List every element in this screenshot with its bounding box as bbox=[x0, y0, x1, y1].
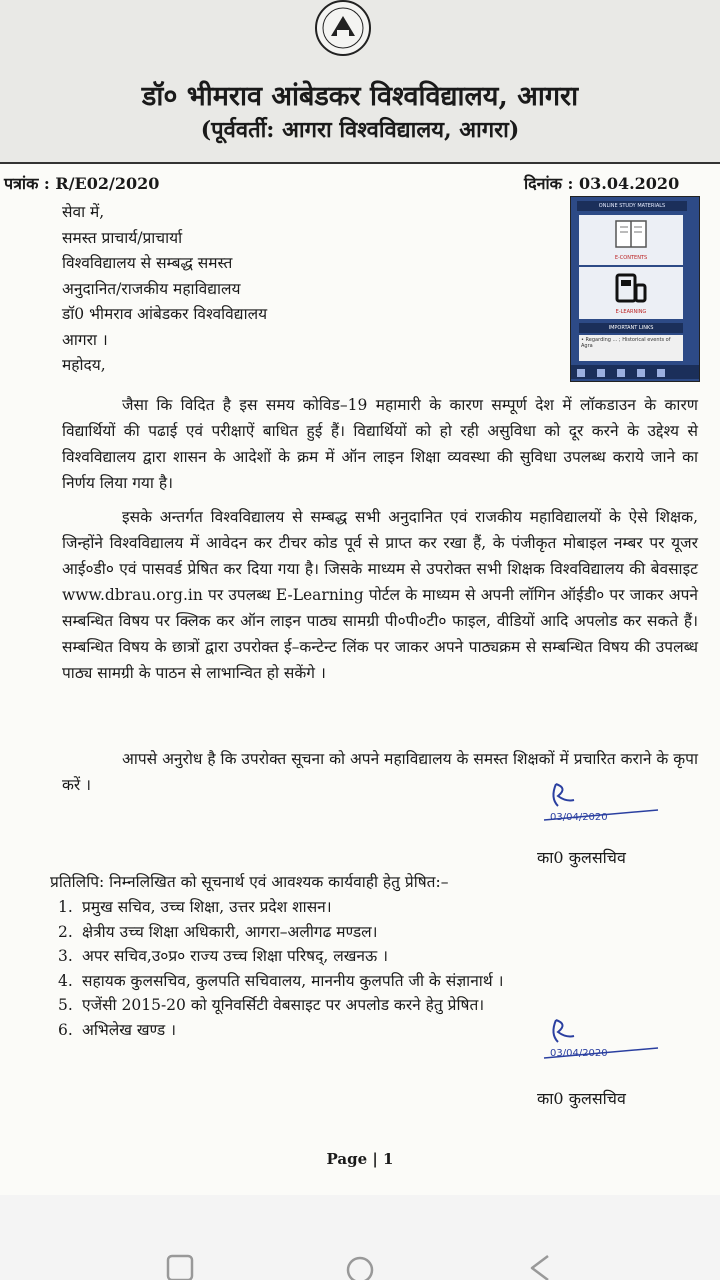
university-seal-logo bbox=[309, 0, 377, 60]
list-item-text: सहायक कुलसचिव, कुलपति सचिवालय, माननीय कुलपति जी के संज्ञानार्थ । bbox=[82, 971, 504, 990]
address-line: आगरा । bbox=[62, 330, 108, 349]
e-learning-card bbox=[579, 267, 683, 319]
e-learning-label: E-LEARNING bbox=[615, 309, 647, 315]
list-item-text: एजेंसी 2015-20 को यूनिवर्सिटी वेबसाइट पर अपलोड करने हेतु प्रेषित। bbox=[82, 996, 485, 1014]
recent-apps-button[interactable] bbox=[162, 1252, 198, 1280]
nav-square-icon bbox=[597, 369, 605, 377]
list-item-text: क्षेत्रीय उच्च शिक्षा अधिकारी, आगरा–अलीगढ मण्डल। bbox=[82, 922, 378, 941]
list-item-number: 5. bbox=[58, 996, 73, 1014]
signature-1 bbox=[540, 780, 670, 840]
important-links-bar: IMPORTANT LINKS bbox=[579, 323, 683, 333]
important-links-text: • Regarding ... ; Historical events of Agra bbox=[579, 335, 683, 361]
book-icon bbox=[579, 215, 683, 255]
e-learning-portal-thumbnail bbox=[570, 196, 700, 382]
address-line: सेवा में, bbox=[62, 203, 105, 221]
list-item-text: अपर सचिव,उ०प्र० राज्य उच्च शिक्षा परिषद्, लखनऊ । bbox=[82, 947, 388, 965]
nav-square-icon bbox=[577, 369, 585, 377]
list-item bbox=[58, 920, 504, 945]
registrar-title-2: का0 कुलसचिव bbox=[537, 1089, 626, 1108]
nav-square-icon bbox=[637, 369, 645, 377]
body-paragraph-1 bbox=[62, 392, 698, 496]
page-number: Page | 1 bbox=[326, 1150, 394, 1168]
home-button[interactable] bbox=[342, 1252, 378, 1280]
nav-square-icon bbox=[657, 369, 665, 377]
thumbnail-top-bar: ONLINE STUDY MATERIALS bbox=[577, 201, 687, 211]
university-former-name: (पूर्ववर्ती: आगरा विश्वविद्यालय, आगरा) bbox=[200, 117, 520, 143]
body-paragraph-2-text: इसके अन्तर्गत विश्वविद्यालय से सम्बद्ध सभी अनुदानित एवं राजकीय महाविद्यालयों के ऐसे शिक्षक, जिन्होंने विश्वविद्यालय में आवेदन कर टीचर कोड पूर्व से प्राप्त कर रखा हैं, के पंजीकृत मोबाइल नम्बर पर यूजर आई०डी० एवं पासवर्ड प्रेषित कर दिया गया है। जिसके माध्यम से उपरोक्त सभी शिक्षक विश्वविद्यालय की बेवसाइट www.dbrau.org.in पर उपलब्ध E-Learning पोर्टल के माध्यम से अपनी लॉगिन ऑईडी० पर जाकर अपने सम्बन्धित विषय पर क्लिक कर ऑन लाइन पाठ्य सामग्री पी०पी०टी० फाइल, वीडियों आदि अपलोड कर सकते हैं। सम्बन्धित विषय के छात्रों द्वारा उपरोक्त ई–कन्टेन्ट लिंक पर जाकर अपने पाठ्यक्रम से सम्बन्धित विषय की उपलब्ध पाठ्य सामग्री के पाठन से लाभान्वित हो सकेंगे । bbox=[62, 508, 698, 682]
nav-square-icon bbox=[617, 369, 625, 377]
list-item-number: 1. bbox=[58, 898, 73, 916]
address-block bbox=[62, 200, 267, 379]
list-item-text: अभिलेख खण्ड । bbox=[82, 1020, 177, 1039]
copy-to-intro: प्रतिलिपि: निम्नलिखित को सूचनार्थ एवं आवश्यक कार्यवाही हेतु प्रेषित:– bbox=[50, 873, 449, 891]
list-item-number: 6. bbox=[58, 1020, 73, 1039]
list-item bbox=[58, 969, 504, 994]
list-item-number: 4. bbox=[58, 971, 73, 990]
android-navigation-bar bbox=[0, 1222, 720, 1280]
list-item bbox=[58, 1018, 504, 1043]
list-item bbox=[58, 944, 504, 969]
back-button[interactable] bbox=[522, 1252, 558, 1280]
signature-2 bbox=[540, 1016, 670, 1076]
reference-number: पत्रांक : R/E02/2020 bbox=[4, 174, 160, 193]
address-line: अनुदानित/राजकीय महाविद्यालय bbox=[62, 279, 241, 298]
address-line: विश्वविद्यालय से सम्बद्ध समस्त bbox=[62, 254, 233, 272]
list-item bbox=[58, 993, 504, 1018]
body-paragraph-2 bbox=[62, 504, 698, 686]
list-item bbox=[58, 895, 504, 920]
salutation: महोदय, bbox=[62, 356, 106, 374]
letter-date: दिनांक : 03.04.2020 bbox=[524, 174, 680, 193]
list-item-text: प्रमुख सचिव, उच्च शिक्षा, उत्तर प्रदेश शासन। bbox=[82, 898, 332, 916]
e-contents-card bbox=[579, 215, 683, 265]
copy-to-list bbox=[58, 895, 504, 1042]
thumbnail-nav-row bbox=[571, 365, 699, 379]
letterhead bbox=[0, 0, 720, 164]
body-paragraph-3-text: आपसे अनुरोध है कि उपरोक्त सूचना को अपने महाविद्यालय के समस्त शिक्षकों में प्रचारित कराने के कृपा करें । bbox=[62, 750, 698, 794]
body-paragraph-1-text: जैसा कि विदित है इस समय कोविड–19 महामारी के कारण सम्पूर्ण देश में लॉकडाउन के कारण विद्यार्थियों की पढाई एवं परीक्षाऐं बाधित हुई हैं। विद्यार्थियों को हो रही असुविधा को दूर करने के उद्देश्य से विश्वविद्यालय द्वारा शासन के आदेशों के क्रम में ऑन लाइन शिक्षा व्यवस्था की सुविधा उपलब्ध कराये जाने का निर्णय लिया गया है। bbox=[62, 396, 698, 492]
signature-date: 03/04/2020 bbox=[550, 812, 608, 823]
list-item-number: 3. bbox=[58, 947, 73, 965]
e-contents-label: E-CONTENTS bbox=[614, 255, 648, 261]
address-line: डॉ0 भीमराव आंबेडकर विश्वविद्यालय bbox=[62, 305, 268, 323]
list-item-number: 2. bbox=[58, 922, 73, 941]
signature-date: 03/04/2020 bbox=[550, 1048, 608, 1059]
computer-icon bbox=[579, 267, 683, 309]
registrar-title-1: का0 कुलसचिव bbox=[537, 848, 626, 867]
university-name: डॉ० भीमराव आंबेडकर विश्वविद्यालय, आगरा bbox=[141, 81, 579, 112]
address-line: समस्त प्राचार्य/प्राचार्या bbox=[62, 228, 183, 247]
